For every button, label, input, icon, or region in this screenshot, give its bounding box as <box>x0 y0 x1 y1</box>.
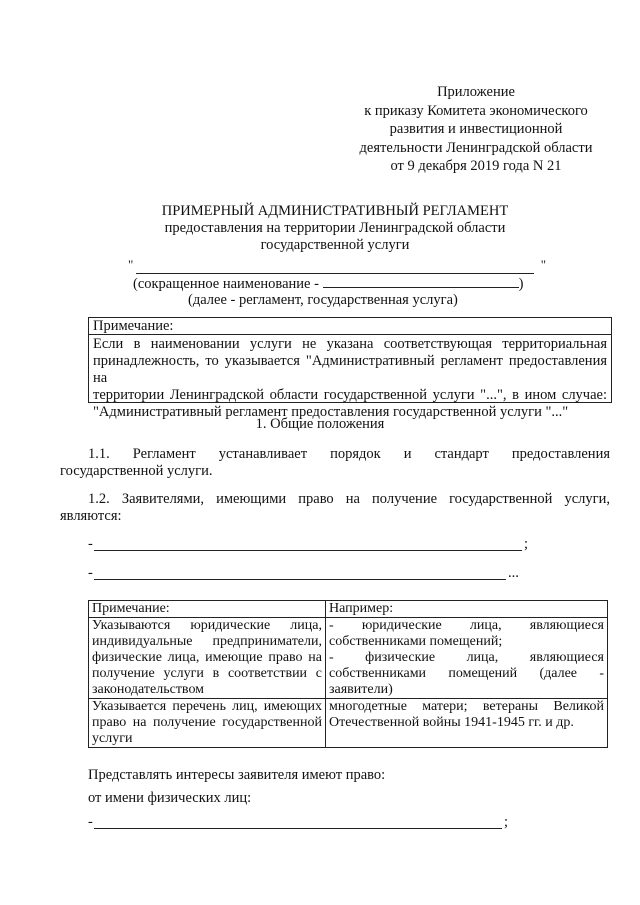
paragraph-1-1-line-2: государственной услуги. <box>60 463 213 479</box>
dash-mark: - <box>88 814 93 830</box>
cell-line: многодетные матери; ветераны Великой <box>329 699 604 714</box>
section-heading: 1. Общие положения <box>255 416 385 432</box>
cell-line: собственниками помещений (далее - <box>329 666 604 681</box>
blank-rule <box>94 828 502 829</box>
representative-blank <box>88 814 518 834</box>
table-row <box>89 699 608 748</box>
attachment-line-4: деятельности Ленинградской области <box>359 139 593 156</box>
dash-mark: - <box>88 536 93 552</box>
service-name-blank <box>128 258 546 276</box>
table-header-note: Примечание: <box>89 601 326 618</box>
note-box <box>88 317 612 420</box>
physical-persons-paragraph: от имени физических лиц: <box>88 790 252 806</box>
cell-line: право на получение государственной <box>92 715 322 730</box>
short-name-blank <box>323 275 519 288</box>
attachment-line-1: Приложение <box>437 84 515 100</box>
document-title-block <box>90 203 580 254</box>
cell-line: - физические лица, являющиеся <box>329 650 604 665</box>
cell-line: получение услуги в соответствии с <box>92 666 322 681</box>
paragraph-1-2-line-2: являются: <box>60 508 122 524</box>
dash-mark: - <box>88 565 93 581</box>
document-subtitle-line-1: предоставления на территории Ленинградской области <box>164 220 506 236</box>
paragraph-1-2 <box>60 491 610 525</box>
paragraph-1-1 <box>60 446 610 480</box>
table-cell <box>326 618 608 699</box>
cell-line: Указываются юридические лица, <box>92 618 322 633</box>
blank-rule <box>94 579 506 580</box>
note-heading: Примечание: <box>89 318 611 335</box>
attachment-line-3: развития и инвестиционной <box>389 121 563 137</box>
close-quote: " <box>540 257 546 272</box>
paragraph-1-2-line-1: 1.2. Заявителями, имеющими право на получение государственной услуги, <box>88 491 610 507</box>
table-cell <box>89 618 326 699</box>
blank-rule <box>94 550 522 551</box>
applicant-blank-2 <box>88 565 528 585</box>
cell-line: Отечественной войны 1941-1945 гг. и др. <box>329 715 574 730</box>
blank-end: ; <box>524 536 529 552</box>
open-quote: " <box>128 257 134 272</box>
table-row <box>89 618 608 699</box>
table-cell <box>89 699 326 748</box>
further-reference: (далее - регламент, государственная услуга) <box>188 292 458 308</box>
table-header-example: Например: <box>326 601 608 618</box>
document-subtitle-line-2: государственной услуги <box>260 237 410 253</box>
attachment-line-2: к приказу Комитета экономического <box>364 102 588 119</box>
cell-line: - юридические лица, являющиеся <box>329 618 604 633</box>
short-name-line <box>133 275 553 293</box>
paragraph-1-1-line-1: 1.1. Регламент устанавливает порядок и стандарт предоставления <box>88 446 610 462</box>
note-body <box>89 335 611 421</box>
note-line-1: Если в наименовании услуги не указана соответствующая территориальная <box>93 336 607 352</box>
short-name-label: (сокращенное наименование - <box>133 276 323 292</box>
attachment-header <box>340 84 612 177</box>
service-name-rule <box>136 273 534 274</box>
cell-line: услуги <box>92 731 133 746</box>
table-cell <box>326 699 608 748</box>
document-title: ПРИМЕРНЫЙ АДМИНИСТРАТИВНЫЙ РЕГЛАМЕНТ <box>161 203 509 219</box>
note-line-2: принадлежность, то указывается "Административный регламент предоставления на <box>93 353 607 386</box>
blank-end: ; <box>504 814 509 830</box>
cell-line: физические лица, имеющие право на <box>92 650 322 665</box>
applicant-blank-1 <box>88 536 538 556</box>
attachment-line-5: от 9 декабря 2019 года N 21 <box>390 158 562 174</box>
cell-line: индивидуальные предприниматели, <box>92 634 322 649</box>
cell-line: Указывается перечень лиц, имеющих <box>92 699 322 714</box>
cell-line: собственниками помещений; <box>329 634 503 649</box>
blank-end: ... <box>508 565 519 581</box>
note-line-3: территории Ленинградской области государственной услуги "...", в ином случае: <box>93 387 607 403</box>
cell-line: законодательством <box>92 682 205 697</box>
cell-line: заявители) <box>329 682 393 697</box>
represent-paragraph: Представлять интересы заявителя имеют право: <box>88 767 386 783</box>
short-name-close: ) <box>518 276 524 292</box>
note-line-4: "Административный регламент предоставления государственной услуги "..." <box>93 404 569 420</box>
applicants-table <box>88 600 608 748</box>
